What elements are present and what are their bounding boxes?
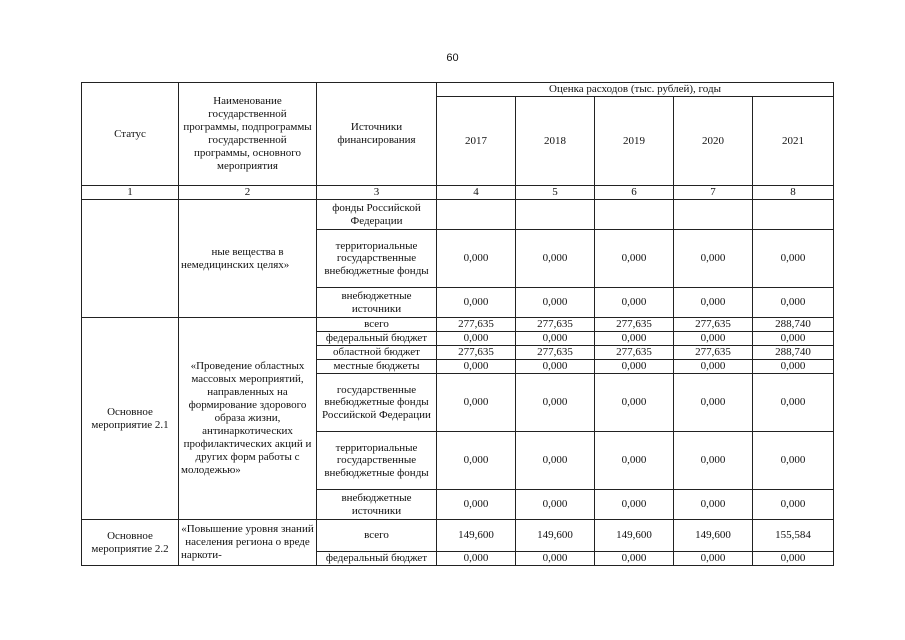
value-cell: 277,635 bbox=[674, 318, 753, 332]
value-cell: 0,000 bbox=[437, 490, 516, 520]
column-number: 3 bbox=[317, 186, 437, 200]
value-cell: 0,000 bbox=[437, 288, 516, 318]
value-cell: 155,584 bbox=[753, 520, 834, 552]
value-cell: 0,000 bbox=[753, 432, 834, 490]
status-cell bbox=[82, 200, 179, 318]
source-cell: территориальные государственные внебюджетные фонды bbox=[317, 230, 437, 288]
header-estimate: Оценка расходов (тыс. рублей), годы bbox=[437, 83, 834, 97]
value-cell: 0,000 bbox=[753, 360, 834, 374]
status-cell: Основное мероприятие 2.1 bbox=[82, 318, 179, 520]
value-cell: 0,000 bbox=[595, 288, 674, 318]
value-cell: 0,000 bbox=[674, 360, 753, 374]
header-year: 2018 bbox=[516, 97, 595, 186]
value-cell: 0,000 bbox=[595, 490, 674, 520]
source-cell: федеральный бюджет bbox=[317, 552, 437, 566]
header-year: 2021 bbox=[753, 97, 834, 186]
value-cell: 288,740 bbox=[753, 346, 834, 360]
value-cell: 0,000 bbox=[674, 490, 753, 520]
value-cell: 0,000 bbox=[437, 360, 516, 374]
value-cell: 0,000 bbox=[595, 332, 674, 346]
value-cell: 0,000 bbox=[674, 230, 753, 288]
value-cell: 0,000 bbox=[595, 360, 674, 374]
value-cell: 0,000 bbox=[516, 374, 595, 432]
value-cell: 0,000 bbox=[437, 432, 516, 490]
header-year: 2019 bbox=[595, 97, 674, 186]
source-cell: всего bbox=[317, 520, 437, 552]
column-number: 6 bbox=[595, 186, 674, 200]
name-cell: «Проведение областных массовых мероприятий, направленных на формирование здорового образа жизни, антинаркотических профилактических акций и других форм работы с молодежью» bbox=[179, 318, 317, 520]
source-cell: внебюджетные источники bbox=[317, 490, 437, 520]
value-cell: 0,000 bbox=[753, 230, 834, 288]
name-cell: «Повышение уровня знаний населения региона о вреде наркоти- bbox=[179, 520, 317, 566]
page-number: 60 bbox=[446, 52, 459, 64]
value-cell: 0,000 bbox=[753, 374, 834, 432]
table-row bbox=[82, 520, 834, 552]
value-cell: 149,600 bbox=[437, 520, 516, 552]
column-number-row bbox=[82, 186, 834, 200]
value-cell: 149,600 bbox=[674, 520, 753, 552]
value-cell: 277,635 bbox=[516, 346, 595, 360]
value-cell: 0,000 bbox=[516, 552, 595, 566]
value-cell: 0,000 bbox=[674, 332, 753, 346]
value-cell: 0,000 bbox=[753, 288, 834, 318]
value-cell: 0,000 bbox=[674, 288, 753, 318]
value-cell: 288,740 bbox=[753, 318, 834, 332]
value-cell: 277,635 bbox=[437, 318, 516, 332]
source-cell: областной бюджет bbox=[317, 346, 437, 360]
value-cell: 0,000 bbox=[437, 332, 516, 346]
value-cell: 277,635 bbox=[595, 346, 674, 360]
value-cell: 0,000 bbox=[437, 552, 516, 566]
value-cell bbox=[595, 200, 674, 230]
value-cell: 149,600 bbox=[595, 520, 674, 552]
value-cell: 0,000 bbox=[437, 374, 516, 432]
value-cell: 0,000 bbox=[516, 332, 595, 346]
value-cell: 0,000 bbox=[516, 230, 595, 288]
header-status: Статус bbox=[82, 83, 179, 186]
column-number: 7 bbox=[674, 186, 753, 200]
value-cell: 0,000 bbox=[753, 490, 834, 520]
column-number: 8 bbox=[753, 186, 834, 200]
budget-table bbox=[81, 82, 834, 566]
value-cell: 0,000 bbox=[516, 288, 595, 318]
header-sources: Источники финансирования bbox=[317, 83, 437, 186]
table-row bbox=[82, 318, 834, 332]
header-name: Наименование государственной программы, подпрограммы государственной программы, основного мероприятия bbox=[179, 83, 317, 186]
name-cell: ные вещества в немедицинских целях» bbox=[179, 200, 317, 318]
source-cell: государственные внебюджетные фонды Российской Федерации bbox=[317, 374, 437, 432]
value-cell: 277,635 bbox=[437, 346, 516, 360]
value-cell: 277,635 bbox=[595, 318, 674, 332]
value-cell bbox=[753, 200, 834, 230]
value-cell: 0,000 bbox=[595, 230, 674, 288]
value-cell: 149,600 bbox=[516, 520, 595, 552]
value-cell: 0,000 bbox=[437, 230, 516, 288]
value-cell: 0,000 bbox=[753, 332, 834, 346]
source-cell: фонды Российской Федерации bbox=[317, 200, 437, 230]
value-cell: 0,000 bbox=[516, 360, 595, 374]
value-cell: 0,000 bbox=[516, 432, 595, 490]
value-cell bbox=[674, 200, 753, 230]
value-cell bbox=[437, 200, 516, 230]
status-cell: Основное мероприятие 2.2 bbox=[82, 520, 179, 566]
value-cell: 0,000 bbox=[674, 432, 753, 490]
value-cell: 277,635 bbox=[516, 318, 595, 332]
value-cell: 0,000 bbox=[753, 552, 834, 566]
column-number: 1 bbox=[82, 186, 179, 200]
value-cell: 0,000 bbox=[674, 552, 753, 566]
source-cell: внебюджетные источники bbox=[317, 288, 437, 318]
value-cell: 0,000 bbox=[595, 432, 674, 490]
value-cell bbox=[516, 200, 595, 230]
source-cell: местные бюджеты bbox=[317, 360, 437, 374]
header-year: 2017 bbox=[437, 97, 516, 186]
column-number: 4 bbox=[437, 186, 516, 200]
table-row bbox=[82, 200, 834, 230]
value-cell: 0,000 bbox=[595, 552, 674, 566]
column-number: 2 bbox=[179, 186, 317, 200]
value-cell: 0,000 bbox=[595, 374, 674, 432]
source-cell: территориальные государственные внебюджетные фонды bbox=[317, 432, 437, 490]
value-cell: 277,635 bbox=[674, 346, 753, 360]
source-cell: всего bbox=[317, 318, 437, 332]
value-cell: 0,000 bbox=[674, 374, 753, 432]
header-year: 2020 bbox=[674, 97, 753, 186]
source-cell: федеральный бюджет bbox=[317, 332, 437, 346]
column-number: 5 bbox=[516, 186, 595, 200]
value-cell: 0,000 bbox=[516, 490, 595, 520]
